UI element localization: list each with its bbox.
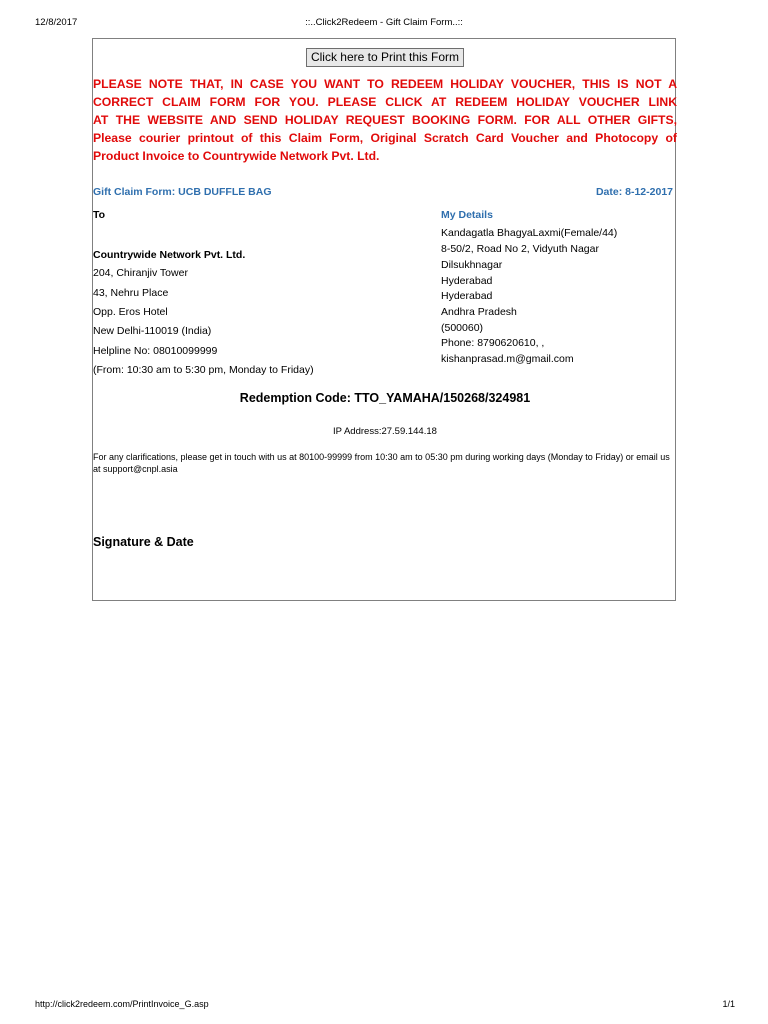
page-url: http://click2redeem.com/PrintInvoice_G.asp bbox=[35, 999, 209, 1009]
page-number: 1/1 bbox=[722, 999, 735, 1009]
notice-line: Product Invoice to Countrywide Network Pvt. Ltd. bbox=[93, 149, 380, 163]
redemption-code: Redemption Code: TTO_YAMAHA/150268/324981 bbox=[239, 391, 531, 405]
print-date: 12/8/2017 bbox=[35, 17, 78, 28]
helpline-hours: (From: 10:30 am to 5:30 pm, Monday to Friday) bbox=[93, 364, 314, 376]
customer-email: kishanprasad.m@gmail.com bbox=[441, 353, 574, 365]
notice-line: Please courier printout of this Claim Form, Original Scratch Card Voucher and Photocopy of bbox=[93, 131, 677, 145]
detail-line: (500060) bbox=[441, 322, 484, 334]
detail-line: Dilsukhnagar bbox=[441, 259, 503, 271]
address-line: New Delhi-110019 (India) bbox=[93, 325, 212, 337]
detail-line: Andhra Pradesh bbox=[441, 306, 517, 318]
notice-line: CORRECT CLAIM FORM FOR YOU. PLEASE CLICK AT REDEEM HOLIDAY VOUCHER LINK bbox=[93, 95, 677, 109]
signature-label: Signature & Date bbox=[93, 535, 194, 549]
address-line: 43, Nehru Place bbox=[93, 287, 169, 299]
notice-line: PLEASE NOTE THAT, IN CASE YOU WANT TO REDEEM HOLIDAY VOUCHER, THIS IS NOT A bbox=[93, 77, 677, 91]
company-name: Countrywide Network Pvt. Ltd. bbox=[93, 249, 246, 261]
detail-line: 8-50/2, Road No 2, Vidyuth Nagar bbox=[441, 243, 599, 255]
to-label: To bbox=[93, 209, 106, 221]
page-title: ::..Click2Redeem - Gift Claim Form..:: bbox=[305, 17, 463, 28]
clarification-note: For any clarifications, please get in touch with us at 80100-99999 from 10:30 am to 05:30 pm during working days (Monday to Friday) or email us at support@cnpl.asia bbox=[93, 452, 670, 474]
claim-product-name: UCB DUFFLE BAG bbox=[175, 186, 272, 198]
print-page-header bbox=[0, 17, 768, 31]
helpline-number: Helpline No: 08010099999 bbox=[93, 345, 218, 357]
customer-name: Kandagatla BhagyaLaxmi(Female/44) bbox=[441, 227, 618, 239]
detail-line: Hyderabad bbox=[441, 275, 493, 287]
notice-line: AT THE WEBSITE AND SEND HOLIDAY REQUEST BOOKING FORM. FOR ALL OTHER GIFTS, bbox=[93, 113, 677, 127]
claim-form-title bbox=[93, 186, 272, 198]
ip-address: IP Address:27.59.144.18 bbox=[333, 426, 437, 437]
claim-title-prefix: Gift Claim Form: bbox=[93, 186, 176, 198]
claim-form-box bbox=[92, 38, 676, 601]
holiday-voucher-notice bbox=[93, 75, 677, 165]
my-details-heading: My Details bbox=[441, 209, 493, 221]
print-form-button[interactable]: Click here to Print this Form bbox=[306, 48, 464, 67]
address-line: Opp. Eros Hotel bbox=[93, 306, 168, 318]
detail-line: Hyderabad bbox=[441, 290, 493, 302]
customer-phone: Phone: 8790620610, , bbox=[441, 337, 545, 349]
claim-date: Date: 8-12-2017 bbox=[595, 186, 673, 198]
address-line: 204, Chiranjiv Tower bbox=[93, 267, 188, 279]
